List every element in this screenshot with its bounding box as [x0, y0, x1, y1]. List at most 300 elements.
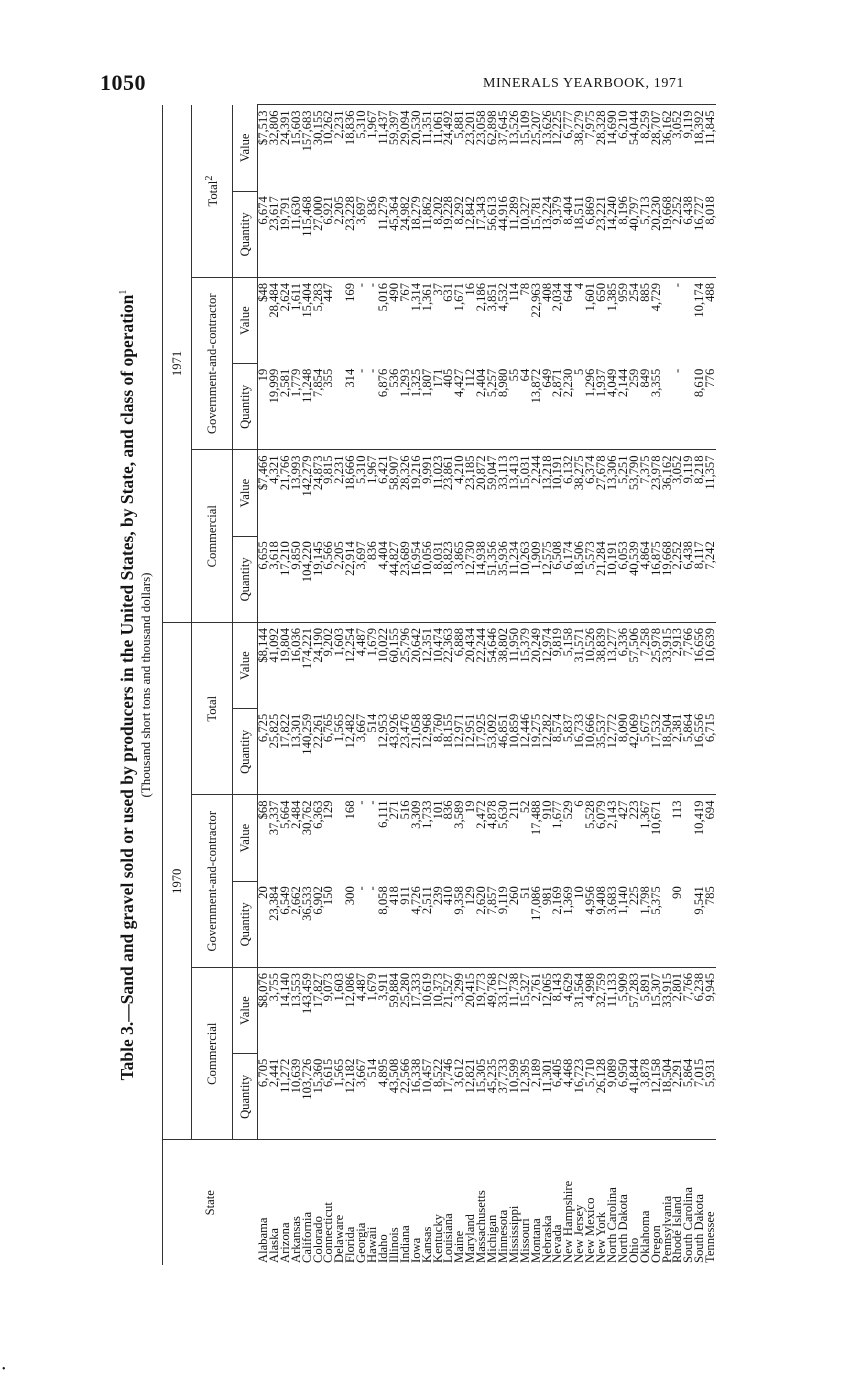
cell-c71v: 8,218 — [694, 450, 705, 536]
cell-c71q: 2,252 — [670, 541, 685, 570]
cell-c71q: 6,053 — [615, 541, 630, 570]
cell-t71q: 19,668 — [659, 196, 674, 231]
cell-t71v: 11,437 — [378, 105, 389, 191]
value-header: Value — [233, 450, 258, 536]
cell-g70v: 52 — [520, 795, 531, 881]
cell-t70q: 22,261 — [310, 713, 325, 749]
cell-c70v: 1,603 — [334, 968, 345, 1054]
cell-c70v: 19,773 — [476, 968, 487, 1054]
state-name-cell: Maryland — [465, 1140, 476, 1265]
cell-c70v: 57,283 — [629, 968, 640, 1054]
cell-t71v: 15,109 — [520, 105, 531, 191]
cell-c71q: 51,356 — [485, 541, 500, 576]
class-header-commercial-1970: Commercial — [192, 968, 233, 1141]
cell-t71v: 38,279 — [574, 105, 585, 191]
cell-t70q: 12,968 — [419, 713, 434, 749]
table-row — [683, 105, 694, 1265]
cell-g70v: 129 — [323, 795, 334, 881]
cell-c70v: 3,755 — [269, 968, 280, 1054]
state-name-cell: Michigan — [487, 1140, 498, 1265]
cell-g71q: 55 — [506, 368, 521, 382]
cell-t71v: 7,975 — [585, 105, 596, 191]
table-row — [672, 105, 683, 1265]
cell-t71v: $7,513 — [258, 105, 269, 191]
state-name-cell: Montana — [531, 1140, 542, 1265]
cell-t71q: 23,617 — [266, 196, 281, 231]
cell-c71q: 44,827 — [386, 541, 401, 576]
cell-c70q: 43,508 — [386, 1058, 401, 1094]
cell-c71v: 20,872 — [476, 450, 487, 536]
cell-g71v: 1,671 — [454, 278, 465, 364]
cell-g71q: 2,230 — [561, 368, 576, 398]
cell-c71v: 19,216 — [411, 450, 422, 536]
cell-g70q: 9,408 — [594, 886, 609, 915]
cell-t71q: 6,869 — [583, 196, 598, 225]
state-name-cell: New Mexico — [585, 1140, 596, 1265]
cell-g71v: 28,484 — [269, 278, 280, 364]
state-name-cell: Louisiana — [443, 1140, 454, 1265]
cell-t71q: 24,982 — [397, 196, 412, 231]
cell-c71v: 9,815 — [323, 450, 334, 536]
cell-t70v: 6,888 — [454, 623, 465, 709]
cell-g71v: 490 — [389, 278, 400, 364]
state-name-cell: Connecticut — [323, 1140, 334, 1265]
cell-t71q: 18,279 — [408, 196, 423, 231]
cell-t70v: 10,022 — [378, 623, 389, 709]
cell-c70v: 49,768 — [487, 968, 498, 1054]
table-row — [542, 105, 553, 1265]
state-name-cell: Minnesota — [498, 1140, 509, 1265]
state-name-cell: South Dakota — [694, 1140, 705, 1265]
cell-t71q: 5,713 — [637, 196, 652, 225]
cell-g70q: 90 — [670, 886, 685, 899]
cell-c71v: 11,357 — [705, 450, 716, 536]
table-row — [694, 105, 705, 1265]
cell-t70v: 24,190 — [313, 623, 324, 709]
cell-c71v: 36,162 — [662, 450, 673, 536]
cell-t70q: 12,951 — [463, 713, 478, 749]
cell-t70v: 9,202 — [323, 623, 334, 709]
table-row — [323, 105, 334, 1265]
cell-c70q: 3,667 — [354, 1058, 369, 1088]
cell-t71v: 18,836 — [345, 105, 356, 191]
state-name-cell: Arkansas — [291, 1140, 302, 1265]
cell-c71q: 2,205 — [332, 541, 347, 570]
cell-c70q: 4,468 — [561, 1058, 576, 1088]
cell-g70q: 1,369 — [561, 886, 576, 915]
cell-t71q: 9,379 — [550, 196, 565, 225]
cell-t70v: 1,603 — [334, 623, 345, 709]
cell-t71v: 12,225 — [552, 105, 563, 191]
cell-c71v: 11,023 — [433, 450, 444, 536]
cell-t70v: 22,244 — [476, 623, 487, 709]
table-title — [112, 105, 136, 1265]
cell-g71v: 5,283 — [313, 278, 324, 364]
cell-g71v: 10,174 — [694, 278, 705, 364]
cell-t71v: 29,094 — [400, 105, 411, 191]
cell-g70v: 37,337 — [269, 795, 280, 881]
cell-t71v: 157,683 — [302, 105, 313, 191]
cell-c70v: 4,998 — [585, 968, 596, 1054]
cell-g70v: 6,111 — [378, 795, 389, 881]
cell-g70q: 9,358 — [452, 886, 467, 915]
page-number: 1050 — [100, 70, 146, 95]
cell-c70q: 26,128 — [594, 1058, 609, 1094]
cell-g70q: 260 — [506, 886, 521, 906]
cell-c71v: 4,210 — [454, 450, 465, 536]
cell-t70v: 5,158 — [563, 623, 574, 709]
cell-g70v: 694 — [705, 795, 716, 881]
cell-g70q: 300 — [343, 886, 358, 906]
cell-g71q: 112 — [463, 368, 478, 388]
cell-c70q: 2,189 — [528, 1058, 543, 1088]
cell-g70q: 10 — [572, 886, 587, 899]
state-name-cell: North Carolina — [607, 1140, 618, 1265]
cell-t70q: 16,733 — [572, 713, 587, 749]
state-name-cell: Colorado — [313, 1140, 324, 1265]
cell-t70v: 16,036 — [291, 623, 302, 709]
quantity-header: Quantity — [233, 364, 258, 450]
cell-c70v: 3,911 — [378, 968, 389, 1054]
table-row — [356, 105, 367, 1265]
cell-g70v: 516 — [400, 795, 411, 881]
cell-t71q: 16,727 — [692, 196, 707, 231]
cell-c71q: 3,697 — [354, 541, 369, 570]
cell-t70q: 53,092 — [485, 713, 500, 749]
cell-c71q: 19,668 — [659, 541, 674, 576]
cell-t71q: 56,613 — [485, 196, 500, 231]
cell-t70v: 174,221 — [302, 623, 313, 709]
cell-g71q: 64 — [517, 368, 532, 382]
table-body — [255, 105, 718, 1265]
cell-t71v: 62,898 — [487, 105, 498, 191]
cell-c71q: 18,823 — [441, 541, 456, 576]
quantity-header: Quantity — [233, 709, 258, 795]
cell-c70v: 143,459 — [302, 968, 313, 1054]
cell-t70q: 17,532 — [648, 713, 663, 749]
cell-g70q: 1,140 — [615, 886, 630, 915]
cell-t71q: 2,205 — [332, 196, 347, 225]
cell-c71q: 40,539 — [626, 541, 641, 576]
cell-c70q: 5,931 — [703, 1058, 718, 1088]
cell-t70q: 8,090 — [615, 713, 630, 743]
cell-g70q: 239 — [430, 886, 445, 906]
cell-t71v: 14,690 — [607, 105, 618, 191]
cell-t71q: 115,468 — [299, 196, 314, 237]
cell-c70v: 33,915 — [662, 968, 673, 1054]
cell-g70q: 17,086 — [528, 886, 543, 921]
cell-c70q: 41,844 — [626, 1058, 641, 1094]
cell-g71q: 5 — [572, 368, 587, 376]
cell-c70q: 5,710 — [583, 1058, 598, 1088]
cell-c70v: 59,884 — [389, 968, 400, 1054]
cell-t71q: 8,018 — [703, 196, 718, 225]
cell-t70v: 41,092 — [269, 623, 280, 709]
cell-t71v: 5,310 — [356, 105, 367, 191]
cell-t71v: 10,262 — [323, 105, 334, 191]
cell-t71q: 8,292 — [452, 196, 467, 225]
cell-t71q: 15,781 — [528, 196, 543, 231]
title-footnote-marker: 1 — [118, 289, 129, 295]
quantity-header: Quantity — [233, 536, 258, 622]
table-row — [629, 105, 640, 1265]
cell-c70v: $8,076 — [258, 968, 269, 1054]
cell-t70q: 10,666 — [583, 713, 598, 749]
cell-c70q: 3,878 — [637, 1058, 652, 1088]
cell-c71v: 18,666 — [345, 450, 356, 536]
cell-c71q: 9,850 — [288, 541, 303, 570]
value-header: Value — [233, 105, 258, 191]
cell-t70v: 7,258 — [640, 623, 651, 709]
state-name-cell: North Dakota — [618, 1140, 629, 1265]
cell-t71q: 14,240 — [605, 196, 619, 231]
cell-t70v: 20,249 — [531, 623, 542, 709]
cell-g71q: 1,325 — [408, 368, 423, 398]
cell-c70v: 9,073 — [323, 968, 334, 1054]
cell-c70q: 16,723 — [572, 1058, 587, 1094]
value-header: Value — [233, 623, 258, 709]
cell-g71q: 19,999 — [266, 368, 281, 404]
cell-c70q: 12,182 — [343, 1058, 358, 1094]
cell-g71q: 2,404 — [474, 368, 489, 398]
cell-g71q: 259 — [626, 368, 641, 388]
state-name-cell: Iowa — [411, 1140, 422, 1265]
cell-g70q: 2,620 — [474, 886, 489, 915]
state-name-cell: Hawaii — [367, 1140, 378, 1265]
cell-g70v: 19 — [465, 795, 476, 881]
cell-c71v: 13,413 — [509, 450, 520, 536]
cell-t70q: 12,971 — [452, 713, 467, 749]
cell-t70v: 12,254 — [345, 623, 356, 709]
cell-t70v: 7,766 — [683, 623, 694, 709]
cell-t71q: 23,228 — [343, 196, 358, 231]
cell-c70v: 2,761 — [531, 968, 542, 1054]
cell-c71v: 6,374 — [585, 450, 596, 536]
cell-t71q: 23,221 — [594, 196, 609, 231]
cell-t70v: 13,277 — [607, 623, 618, 709]
cell-g70v: 5,630 — [498, 795, 509, 881]
cell-t71v: 54,044 — [629, 105, 640, 191]
rotated-table-block — [112, 105, 812, 1265]
cell-c70q: 15,360 — [310, 1058, 325, 1094]
cell-g71v: 1,361 — [422, 278, 433, 364]
cell-g71q: 2,144 — [615, 368, 630, 398]
edge-mark: • — [2, 1364, 6, 1375]
cell-g70v: 211 — [509, 795, 520, 881]
cell-c71q: 6,655 — [256, 541, 270, 570]
cell-c70q: 45,235 — [485, 1058, 500, 1094]
cell-t70q: 35,537 — [594, 713, 609, 749]
cell-g71q: 2,581 — [277, 368, 292, 398]
cell-c71v: 5,251 — [618, 450, 629, 536]
cell-t71v: 36,162 — [662, 105, 673, 191]
cell-g71q: 5,257 — [485, 368, 500, 398]
cell-g70v: 271 — [389, 795, 400, 881]
state-name-cell: Delaware — [334, 1140, 345, 1265]
cell-g71v: 15,404 — [302, 278, 313, 364]
state-name-cell: Maine — [454, 1140, 465, 1265]
state-name-cell: Mississippi — [509, 1140, 520, 1265]
cell-c71v: 2,231 — [334, 450, 345, 536]
cell-c70v: 17,333 — [411, 968, 422, 1054]
cell-g71q: - — [670, 368, 685, 373]
cell-c71v: 9,991 — [422, 450, 433, 536]
cell-c70v: 1,679 — [367, 968, 378, 1054]
cell-t70q: 10,859 — [506, 713, 521, 749]
cell-c70v: 17,827 — [313, 968, 324, 1054]
cell-t70v: 38,802 — [498, 623, 509, 709]
cell-c71v: 142,279 — [302, 450, 313, 536]
cell-c70q: 12,158 — [648, 1058, 663, 1094]
sand-gravel-table — [162, 104, 716, 1265]
state-name-cell: Missouri — [520, 1140, 531, 1265]
table-row — [520, 105, 531, 1265]
cell-g70v: 1,733 — [422, 795, 433, 881]
cell-t70q: 13,301 — [288, 713, 303, 749]
cell-t70q: 6,725 — [256, 713, 270, 743]
cell-t71q: 8,404 — [561, 196, 576, 225]
cell-c71v: 1,967 — [367, 450, 378, 536]
cell-c70v: 21,527 — [443, 968, 454, 1054]
cell-g71v: 16 — [465, 278, 476, 364]
cell-c71v: 6,421 — [378, 450, 389, 536]
class-header-government-1970: Government-and-contractor — [192, 795, 233, 968]
cell-g71v: 650 — [596, 278, 607, 364]
cell-c71q: 10,191 — [605, 541, 619, 576]
cell-t71v: 23,201 — [465, 105, 476, 191]
cell-g71v: 5,016 — [378, 278, 389, 364]
cell-t70q: 12,482 — [343, 713, 358, 749]
cell-c71q: 16,954 — [408, 541, 423, 576]
cell-t70v: 57,506 — [629, 623, 640, 709]
cell-t70q: 17,925 — [474, 713, 489, 749]
cell-g71q: 1,296 — [583, 368, 598, 398]
cell-c71v: 3,052 — [672, 450, 683, 536]
cell-c70v: 4,487 — [356, 968, 367, 1054]
cell-t71v: 3,052 — [672, 105, 683, 191]
cell-c70q: 7,015 — [692, 1058, 707, 1088]
cell-g71v: 169 — [345, 278, 356, 364]
cell-g70v: 30,762 — [302, 795, 313, 881]
cell-g70v: - — [356, 795, 367, 881]
cell-g71v: 644 — [563, 278, 574, 364]
cell-c71q: 18,506 — [572, 541, 587, 576]
cell-g70q: 20 — [256, 886, 270, 899]
cell-t71v: 1,967 — [367, 105, 378, 191]
cell-t70q: 12,953 — [375, 713, 390, 749]
cell-c71q: 22,914 — [343, 541, 358, 576]
cell-g71v: 2,034 — [552, 278, 563, 364]
cell-c71q: 10,056 — [419, 541, 434, 576]
state-name-cell: Indiana — [400, 1140, 411, 1265]
cell-g71v: 78 — [520, 278, 531, 364]
cell-g70v: 3,589 — [454, 795, 465, 881]
cell-t70v: 60,155 — [389, 623, 400, 709]
cell-g71q: - — [354, 368, 369, 373]
state-name-cell: Ohio — [629, 1140, 640, 1265]
state-name-cell: Pennsylvania — [662, 1140, 673, 1265]
cell-t70v: 19,804 — [280, 623, 291, 709]
cell-c70v: 14,140 — [280, 968, 291, 1054]
cell-g70q: 911 — [397, 886, 412, 905]
cell-g71v: 1,601 — [585, 278, 596, 364]
cell-c71q: 4,864 — [637, 541, 652, 570]
cell-g71v: 1,611 — [291, 278, 302, 364]
state-name-cell: Alabama — [258, 1140, 269, 1265]
cell-g70v: 6,363 — [313, 795, 324, 881]
cell-t71q: 6,921 — [321, 196, 336, 225]
cell-t70q: 2,381 — [670, 713, 685, 743]
table-row — [596, 105, 607, 1265]
cell-g70q: 2,169 — [550, 886, 565, 915]
cell-g70v: 2,143 — [607, 795, 618, 881]
state-name-cell: New Hampshire — [563, 1140, 574, 1265]
cell-c70v: 6,238 — [694, 968, 705, 1054]
cell-c71q: 21,284 — [594, 541, 609, 576]
cell-c70v: 33,172 — [498, 968, 509, 1054]
cell-c70q: 10,457 — [419, 1058, 434, 1094]
cell-c71q: 35,936 — [495, 541, 510, 576]
cell-t71v: 8,259 — [640, 105, 651, 191]
table-title-text: Table 3.—Sand and gravel sold or used by producers in the United States, by State, and class of operation — [116, 294, 137, 1081]
state-name-cell: California — [302, 1140, 313, 1265]
cell-t70q: 25,825 — [266, 713, 281, 749]
cell-t71v: 13,526 — [509, 105, 520, 191]
cell-t70q: 3,667 — [354, 713, 369, 743]
cell-c70v: 5,909 — [618, 968, 629, 1054]
cell-c70q: 10,639 — [288, 1058, 303, 1094]
cell-t71q: 27,000 — [310, 196, 325, 231]
cell-t71v: 59,397 — [389, 105, 400, 191]
cell-g70q: 1,798 — [637, 886, 652, 915]
cell-g70v: 10,419 — [694, 795, 705, 881]
cell-t70v: 10,474 — [433, 623, 444, 709]
cell-g71q: 1,937 — [594, 368, 609, 398]
state-name-cell: Alaska — [269, 1140, 280, 1265]
cell-g71q: 6,876 — [375, 368, 390, 398]
cell-g70q: 410 — [441, 886, 456, 906]
cell-c70v: 9,945 — [705, 968, 716, 1054]
cell-t70q: 8,760 — [430, 713, 445, 743]
cell-t71v: 2,231 — [334, 105, 345, 191]
cell-c71q: 4,404 — [375, 541, 390, 570]
cell-t70v: 1,679 — [367, 623, 378, 709]
value-header: Value — [233, 795, 258, 881]
cell-c71v: 15,031 — [520, 450, 531, 536]
year-header-1971: 1971 — [163, 105, 192, 623]
cell-t70v: 9,819 — [552, 623, 563, 709]
cell-g70v: 113 — [672, 795, 683, 881]
cell-t71q: 2,252 — [670, 196, 685, 225]
cell-t70q: 17,822 — [277, 713, 292, 749]
quantity-header: Quantity — [233, 881, 258, 967]
table-row — [443, 105, 454, 1265]
cell-c71q: 12,575 — [539, 541, 554, 576]
total-1971-label: Total — [206, 180, 221, 207]
cell-t71q: 12,842 — [463, 196, 478, 231]
state-name-cell: Oregon — [651, 1140, 662, 1265]
cell-c71q: 14,938 — [474, 541, 489, 576]
cell-g71v: - — [367, 278, 378, 364]
cell-t70v: 12,351 — [422, 623, 433, 709]
cell-g71q: 4,427 — [452, 368, 467, 398]
cell-c71v: 13,218 — [542, 450, 553, 536]
cell-g70v: 2,472 — [476, 795, 487, 881]
cell-c70v: 2,801 — [672, 968, 683, 1054]
cell-g71v: 2,624 — [280, 278, 291, 364]
cell-c71v: 33,113 — [498, 450, 509, 536]
cell-c70q: 1,565 — [332, 1058, 347, 1088]
